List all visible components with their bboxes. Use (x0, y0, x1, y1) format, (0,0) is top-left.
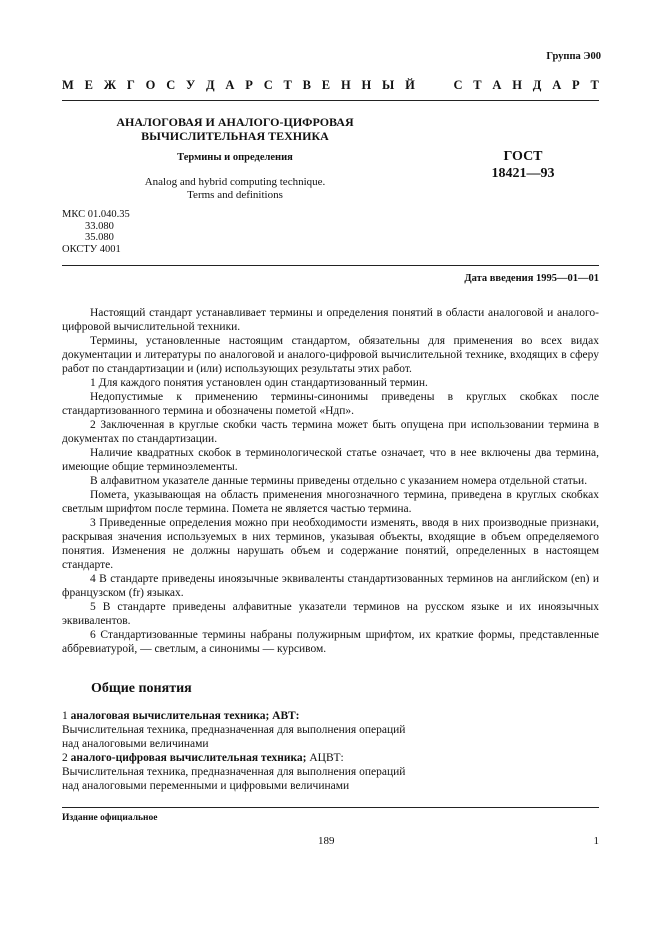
banner-letter: С (263, 78, 273, 92)
body-paragraph: Термины, установленные настоящим стандартом, обязательны для применения во всех видах документации и литературы по аналоговой и аналого-цифровой вычислительной технике, входящих в сферу работ по стандартизации и (или) использующих результаты этих работ. (62, 335, 599, 375)
top-rule (62, 100, 599, 101)
gost-number: 18421—93 (491, 166, 555, 181)
term-abbreviation: АЦВТ: (309, 752, 344, 764)
document-subtitle: Термины и определения (177, 152, 293, 163)
gost-designation (468, 148, 578, 182)
banner-letter: Г (126, 78, 135, 92)
banner-letter: М (62, 78, 74, 92)
banner-letter: Т (473, 78, 482, 92)
banner-letter: А (225, 78, 235, 92)
banner-letter: Т (590, 78, 599, 92)
body-paragraph: 3 Приведенные определения можно при необходимости изменять, вводя в них производные признаки, раскрывая значения используемых в них терминов, указывая объекты, входящие в объем определяемого понятия. Изменения не должны нарушать объем и содержание понятий, определенных в настоящем стандарте. (62, 517, 599, 571)
english-title (110, 176, 360, 202)
term-definition-line: Вычислительная техника, предназначенная для выполнения операций (62, 766, 406, 778)
banner-letter: Е (321, 78, 331, 92)
banner-letter: Д (532, 78, 542, 92)
banner-letter: У (186, 78, 196, 92)
classification-codes (62, 209, 130, 255)
mks-code-3: 35.080 (85, 232, 114, 243)
body-paragraph: 1 Для каждого понятия установлен один стандартизованный термин. (90, 377, 428, 389)
body-paragraph: Недопустимые к применению термины-синонимы приведены в круглых скобках после стандартизованного термина и обозначены пометой «Ндп». (62, 391, 599, 417)
term-definition-line: над аналоговыми переменными и цифровыми величинами (62, 780, 350, 792)
term-number: 1 (62, 710, 68, 722)
term-name: аналого-цифровая вычислительная техника; (70, 752, 307, 764)
title-line-1: АНАЛОГОВАЯ И АНАЛОГО-ЦИФРОВАЯ (116, 115, 354, 129)
gost-label: ГОСТ (503, 149, 543, 164)
banner-letter (426, 78, 429, 92)
term-name: аналоговая вычислительная техника; АВТ: (70, 710, 300, 722)
banner-letter: Р (245, 78, 253, 92)
banner-letter (440, 78, 443, 92)
banner-letter: Д (206, 78, 215, 92)
body-paragraph: Настоящий стандарт устанавливает термины и определения понятий в области аналоговой и аналого-цифровой вычислительной техники. (62, 307, 599, 333)
term-heading (62, 709, 599, 723)
banner-letter: С (166, 78, 176, 92)
body-text (62, 306, 599, 656)
banner-letter: Ы (382, 78, 395, 92)
banner-letter: А (492, 78, 502, 92)
introduction-date: Дата введения 1995—01—01 (464, 273, 599, 284)
body-paragraph: В алфавитном указателе данные термины приведены отдельно с указанием номера отдельной статьи. (90, 475, 588, 487)
banner-letter: Н (512, 78, 522, 92)
mks-code-1: МКС 01.040.35 (62, 209, 130, 220)
banner-letter: Е (84, 78, 93, 92)
banner-letter: О (145, 78, 156, 92)
bottom-rule (62, 807, 599, 808)
body-paragraph: 6 Стандартизованные термины набраны полужирным шрифтом, их краткие формы, представленные аббревиатурой, — светлым, а синонимы — курсивом. (62, 629, 599, 655)
group-code: Группа Э00 (546, 51, 601, 62)
banner-letter: А (552, 78, 562, 92)
banner-letter: Т (283, 78, 292, 92)
banner-letter: Н (340, 78, 351, 92)
banner-letter: В (302, 78, 311, 92)
page-number-right: 1 (593, 835, 599, 847)
page-number-center: 189 (318, 835, 335, 847)
body-paragraph: 4 В стандарте приведены иноязычные эквиваленты стандартизованных терминов на английском (en) и французском (fr) языках. (62, 573, 599, 599)
banner-letter: Н (361, 78, 372, 92)
middle-rule (62, 265, 599, 266)
interstate-standard-banner (62, 78, 599, 92)
section-title: Общие понятия (91, 681, 192, 696)
document-title (110, 115, 360, 143)
banner-letter: Р (572, 78, 580, 92)
term-definition-line: Вычислительная техника, предназначенная для выполнения операций (62, 724, 406, 736)
body-paragraph: 2 Заключенная в круглые скобки часть термина может быть опущена при использовании термина в документах по стандартизации. (62, 419, 599, 445)
body-paragraph: 5 В стандарте приведены алфавитные указатели терминов на русском языке и их иноязычных эквивалентов. (62, 601, 599, 627)
body-paragraph: Наличие квадратных скобок в терминологической статье означает, что в нее включены два термина, имеющие общие терминоэлементы. (62, 447, 599, 473)
official-edition-label: Издание официальное (62, 813, 158, 823)
okstu-code: ОКСТУ 4001 (62, 243, 121, 255)
english-title-line-1: Analog and hybrid computing technique. (144, 176, 326, 188)
title-line-2: ВЫЧИСЛИТЕЛЬНАЯ ТЕХНИКА (141, 129, 329, 143)
term-heading (62, 751, 599, 765)
banner-letter: Ж (103, 78, 117, 92)
banner-letter: С (453, 78, 463, 92)
english-title-line-2: Terms and definitions (187, 189, 283, 201)
terms-list (62, 709, 599, 793)
banner-letter: Й (405, 78, 415, 92)
mks-code-2: 33.080 (85, 220, 114, 232)
body-paragraph: Помета, указывающая на область применения многозначного термина, приведена в круглых скобках светлым шрифтом после термина. Помета не является частью термина. (62, 489, 599, 515)
term-definition-line: над аналоговыми величинами (62, 738, 209, 750)
term-number: 2 (62, 752, 68, 764)
